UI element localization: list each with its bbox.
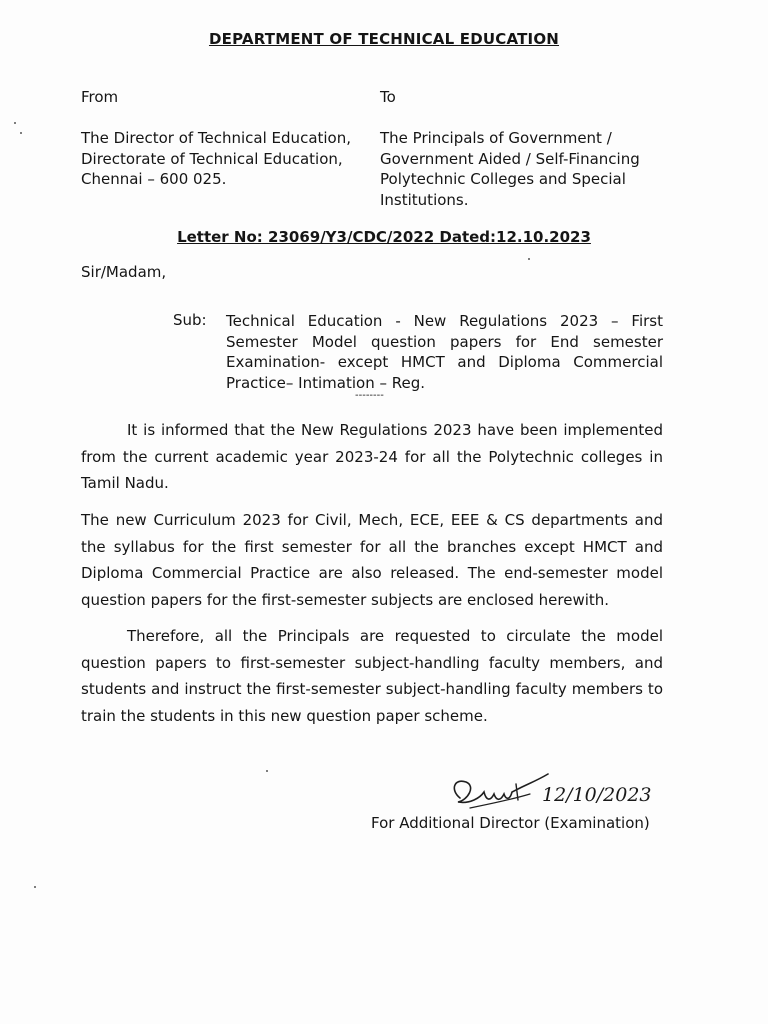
body-paragraph-1: It is informed that the New Regulations 2023 have been implemented from the current academic year 2023-24 for all the Polytechnic colleges in Tamil Nadu.	[81, 421, 663, 492]
scan-speck	[266, 770, 268, 772]
subject-text: Technical Education - New Regulations 2023 – First Semester Model question papers for End semester Examination- except HMCT and Diploma Commercial Practice– Intimation – Reg.	[226, 312, 663, 392]
to-label: To	[380, 88, 396, 106]
from-address-line: Directorate of Technical Education,	[81, 149, 343, 168]
from-address-line: Chennai – 600 025.	[81, 170, 227, 188]
to-address	[380, 128, 640, 210]
scan-speck	[34, 886, 36, 888]
signatory-line: For Additional Director (Examination)	[371, 814, 650, 832]
to-address-line: The Principals of Government /	[380, 129, 612, 147]
department-heading: DEPARTMENT OF TECHNICAL EDUCATION	[208, 30, 560, 48]
from-address-line: The Director of Technical Education,	[81, 129, 352, 147]
from-label: From	[81, 88, 119, 106]
body-paragraph-2: The new Curriculum 2023 for Civil, Mech, ECE, EEE & CS departments and the syllabus for the first semester for all the branches except HMCT and Diploma Commercial Practice are also released. The end-semester model question papers for the first-semester subjects are enclosed herewith.	[81, 511, 663, 609]
scan-speck	[20, 132, 22, 134]
letter-reference: Letter No: 23069/Y3/CDC/2022 Dated:12.10.2023	[177, 228, 591, 246]
from-address	[81, 128, 351, 190]
body-paragraph-3: Therefore, all the Principals are requested to circulate the model question papers to first-semester subject-handling faculty members, and students and instruct the first-semester subject-handling faculty members to train the students in this new question paper scheme.	[81, 627, 663, 725]
salutation: Sir/Madam,	[81, 263, 167, 281]
scan-speck	[528, 258, 530, 260]
scan-speck	[14, 122, 16, 124]
signature-date: 12/10/2023	[542, 784, 652, 806]
to-address-line: Government Aided / Self-Financing	[380, 149, 640, 168]
subject-separator: --------	[355, 390, 384, 401]
subject-label: Sub:	[173, 311, 207, 329]
to-address-line: Institutions.	[380, 190, 469, 209]
to-address-line: Polytechnic Colleges and Special	[380, 170, 626, 188]
